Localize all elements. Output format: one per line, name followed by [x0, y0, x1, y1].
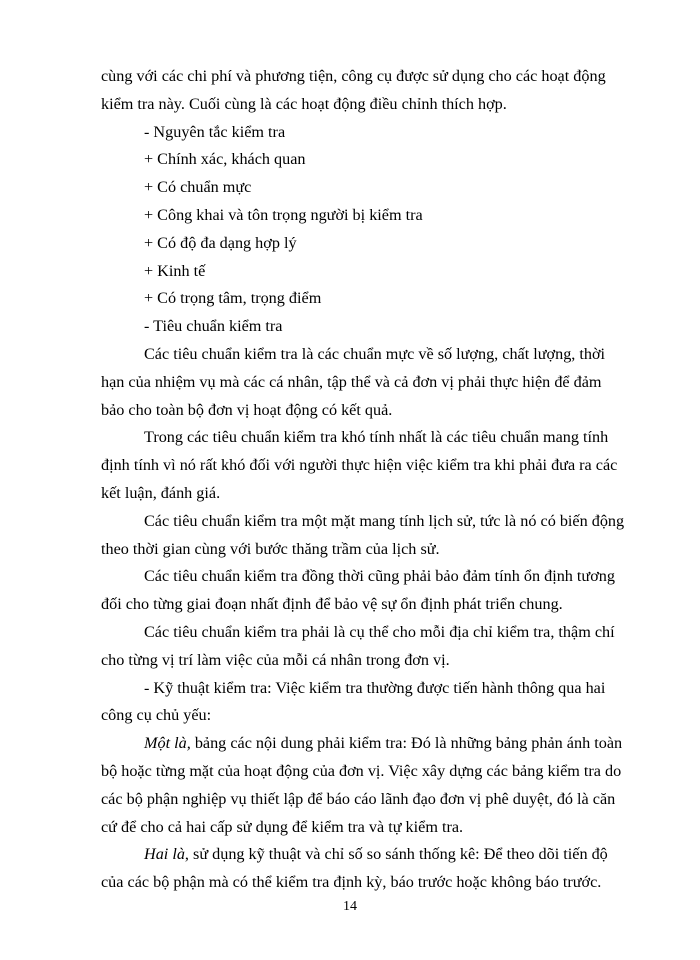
text-line: Các tiêu chuẩn kiểm tra một mặt mang tính lịch sử, tức là nó có biến động: [144, 511, 625, 530]
text-line: - Kỹ thuật kiểm tra: Việc kiểm tra thường được tiến hành thông qua hai: [144, 678, 606, 697]
text-run: bảng các nội dung phải kiểm tra: Đó là những bảng phản ánh toàn: [190, 734, 623, 753]
text-line: kết luận, đánh giá.: [101, 483, 221, 502]
text-line: hạn của nhiệm vụ mà các cá nhân, tập thể và cả đơn vị phải thực hiện để đảm: [101, 372, 602, 391]
text-line: kiểm tra này. Cuối cùng là các hoạt động điều chỉnh thích hợp.: [101, 94, 507, 113]
list-item: + Có chuẩn mực: [144, 178, 252, 197]
italic-lead: Hai là: [144, 845, 185, 864]
text-line: bộ hoặc từng mặt của hoạt động của đơn vị. Việc xây dựng các bảng kiểm tra do: [101, 761, 622, 780]
text-run: , sử dụng kỹ thuật và chỉ số so sánh thống kê: Để theo dõi tiến độ: [184, 845, 608, 864]
text-line: bảo cho toàn bộ đơn vị hoạt động có kết quả.: [101, 400, 393, 419]
text-line: định tính vì nó rất khó đối với người thực hiện việc kiểm tra khi phải đưa ra các: [101, 456, 618, 475]
list-heading: - Tiêu chuẩn kiểm tra: [144, 317, 283, 336]
text-line: [101, 730, 623, 758]
text-line: theo thời gian cùng với bước thăng trầm của lịch sử.: [101, 539, 440, 558]
text-line: của các bộ phận mà có thể kiểm tra định kỳ, báo trước hoặc không báo trước.: [101, 873, 602, 892]
text-line: đối cho từng giai đoạn nhất định để bảo vệ sự ổn định phát triển chung.: [101, 595, 563, 614]
italic-lead: Một là,: [144, 734, 191, 753]
text-line: Trong các tiêu chuẩn kiểm tra khó tính nhất là các tiêu chuẩn mang tính: [144, 428, 609, 447]
text-line: cùng với các chi phí và phương tiện, công cụ được sử dụng cho các hoạt động: [101, 67, 606, 85]
text-line: cho từng vị trí làm việc của mỗi cá nhân trong đơn vị.: [101, 650, 450, 669]
list-item: + Có độ đa dạng hợp lý: [144, 233, 297, 252]
text-line: Các tiêu chuẩn kiểm tra là các chuẩn mực về số lượng, chất lượng, thời: [144, 344, 606, 363]
page-number: 14: [343, 899, 357, 914]
text-line: [101, 841, 608, 869]
text-line: công cụ chủ yếu:: [101, 706, 212, 725]
document-body: [101, 63, 625, 897]
list-item: + Kinh tế: [144, 261, 206, 280]
text-line: Các tiêu chuẩn kiểm tra đồng thời cũng phải bảo đảm tính ổn định tương: [144, 567, 615, 586]
text-line: các bộ phận nghiệp vụ thiết lập để báo cáo lãnh đạo đơn vị phê duyệt, đó là căn: [101, 789, 616, 808]
list-item: + Chính xác, khách quan: [144, 150, 306, 169]
list-heading: - Nguyên tắc kiểm tra: [144, 122, 286, 141]
list-item: + Có trọng tâm, trọng điểm: [144, 289, 322, 308]
list-item: + Công khai và tôn trọng người bị kiểm tra: [144, 205, 423, 224]
text-line: cứ để cho cả hai cấp sử dụng để kiểm tra và tự kiểm tra.: [101, 817, 464, 836]
text-line: Các tiêu chuẩn kiểm tra phải là cụ thể cho mỗi địa chỉ kiểm tra, thậm chí: [144, 622, 615, 641]
